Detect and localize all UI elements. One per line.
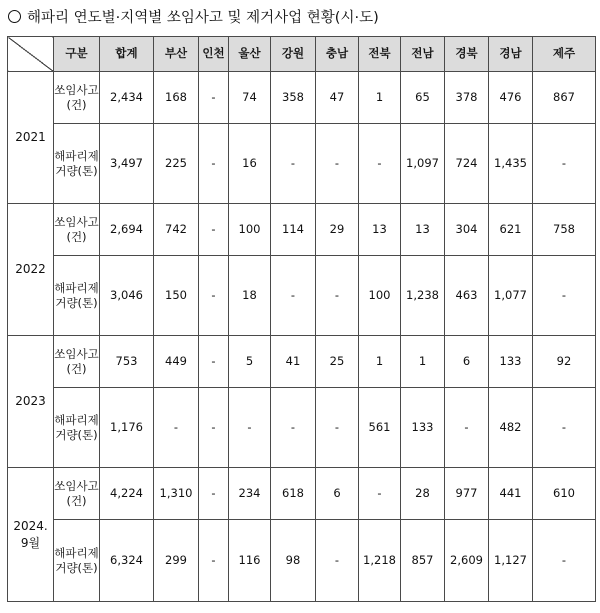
table-cell: 610 [533,468,596,520]
table-cell: 1,077 [489,256,533,336]
table-cell: 13 [401,204,445,256]
table-cell: 476 [489,72,533,124]
table-cell: 378 [445,72,489,124]
table-cell: - [199,388,229,468]
header-cell: 구분 [54,37,100,72]
header-cell: 인천 [199,37,229,72]
table-cell: 2,434 [100,72,154,124]
row-label: 해파리제거량(톤) [54,124,100,204]
row-label: 해파리제거량(톤) [54,388,100,468]
table-cell: 1,310 [154,468,199,520]
table-cell: - [199,124,229,204]
table-cell: 742 [154,204,199,256]
row-label: 쏘임사고(건) [54,204,100,256]
table-cell: 1 [359,72,401,124]
table-row [8,468,596,520]
table-cell: - [533,256,596,336]
table-cell: 299 [154,520,199,602]
table-cell: 441 [489,468,533,520]
header-corner [8,37,54,72]
table-cell: 225 [154,124,199,204]
table-cell: 561 [359,388,401,468]
table-cell: - [533,124,596,204]
table-cell: 1,097 [401,124,445,204]
table-cell: 3,046 [100,256,154,336]
table-cell: 29 [316,204,359,256]
table-cell: 4,224 [100,468,154,520]
header-cell: 울산 [229,37,271,72]
table-row [8,388,596,468]
table-cell: - [359,468,401,520]
table-cell: - [316,520,359,602]
table-cell: 1,238 [401,256,445,336]
table-cell: 74 [229,72,271,124]
table-cell: - [271,256,316,336]
table-cell: 28 [401,468,445,520]
row-label: 쏘임사고(건) [54,468,100,520]
table-cell: 1,218 [359,520,401,602]
year-cell: 2022 [8,204,54,336]
row-label: 쏘임사고(건) [54,72,100,124]
table-cell: 724 [445,124,489,204]
table-cell: 753 [100,336,154,388]
table-cell: - [199,336,229,388]
table-row [8,204,596,256]
table-cell: 6 [316,468,359,520]
table-row [8,124,596,204]
table-cell: 5 [229,336,271,388]
header-cell: 강원 [271,37,316,72]
table-cell: 1,176 [100,388,154,468]
table-cell: 116 [229,520,271,602]
page-title [8,4,379,32]
header-cell: 부산 [154,37,199,72]
table-cell: 449 [154,336,199,388]
table-cell: 25 [316,336,359,388]
header-cell: 제주 [533,37,596,72]
year-cell: 2023 [8,336,54,468]
table-cell: - [316,388,359,468]
table-cell: 150 [154,256,199,336]
table-cell: 41 [271,336,316,388]
table-cell: - [271,388,316,468]
table-cell: 133 [401,388,445,468]
table-cell: 47 [316,72,359,124]
table-cell: - [316,256,359,336]
table-cell: 621 [489,204,533,256]
table-cell: - [199,520,229,602]
table-cell: - [154,388,199,468]
table-cell: 304 [445,204,489,256]
table-cell: 16 [229,124,271,204]
header-cell: 전남 [401,37,445,72]
table-cell: 358 [271,72,316,124]
table-cell: 98 [271,520,316,602]
table-cell: 1,127 [489,520,533,602]
table-cell: - [533,520,596,602]
title-text: 해파리 연도별·지역별 쏘임사고 및 제거사업 현황(시·도) [27,10,379,26]
header-cell: 경북 [445,37,489,72]
table-cell: 100 [229,204,271,256]
table-cell: 1 [401,336,445,388]
header-cell: 경남 [489,37,533,72]
table-cell: 463 [445,256,489,336]
year-cell: 2024. 9월 [8,468,54,602]
table-cell: 6 [445,336,489,388]
table-row [8,520,596,602]
table-cell: - [445,388,489,468]
table-cell: - [199,256,229,336]
header-cell: 합계 [100,37,154,72]
table-cell: - [271,124,316,204]
table-row [8,72,596,124]
header-cell: 전북 [359,37,401,72]
table-cell: 857 [401,520,445,602]
row-label: 해파리제거량(톤) [54,520,100,602]
table-cell: 13 [359,204,401,256]
row-label: 해파리제거량(톤) [54,256,100,336]
table-cell: - [533,388,596,468]
table-cell: - [199,468,229,520]
table-cell: - [316,124,359,204]
table-row [8,256,596,336]
table-cell: 65 [401,72,445,124]
header-cell: 충남 [316,37,359,72]
table-cell: 1,435 [489,124,533,204]
table-cell: 234 [229,468,271,520]
table-cell: 18 [229,256,271,336]
table-cell: 482 [489,388,533,468]
circle-bullet-icon [8,10,21,23]
table-cell: 92 [533,336,596,388]
jellyfish-table [7,36,596,602]
table-cell: 1 [359,336,401,388]
table-cell: 2,694 [100,204,154,256]
table-cell: 2,609 [445,520,489,602]
table-cell: - [199,72,229,124]
table-cell: - [229,388,271,468]
table-cell: - [199,204,229,256]
table-cell: 114 [271,204,316,256]
table-cell: 168 [154,72,199,124]
table-cell: 3,497 [100,124,154,204]
row-label: 쏘임사고(건) [54,336,100,388]
year-cell: 2021 [8,72,54,204]
table-cell: 618 [271,468,316,520]
table-cell: - [359,124,401,204]
table-cell: 977 [445,468,489,520]
table-row [8,336,596,388]
table-cell: 6,324 [100,520,154,602]
table-cell: 133 [489,336,533,388]
table-cell: 867 [533,72,596,124]
header-row [8,37,596,72]
table-cell: 758 [533,204,596,256]
table-cell: 100 [359,256,401,336]
